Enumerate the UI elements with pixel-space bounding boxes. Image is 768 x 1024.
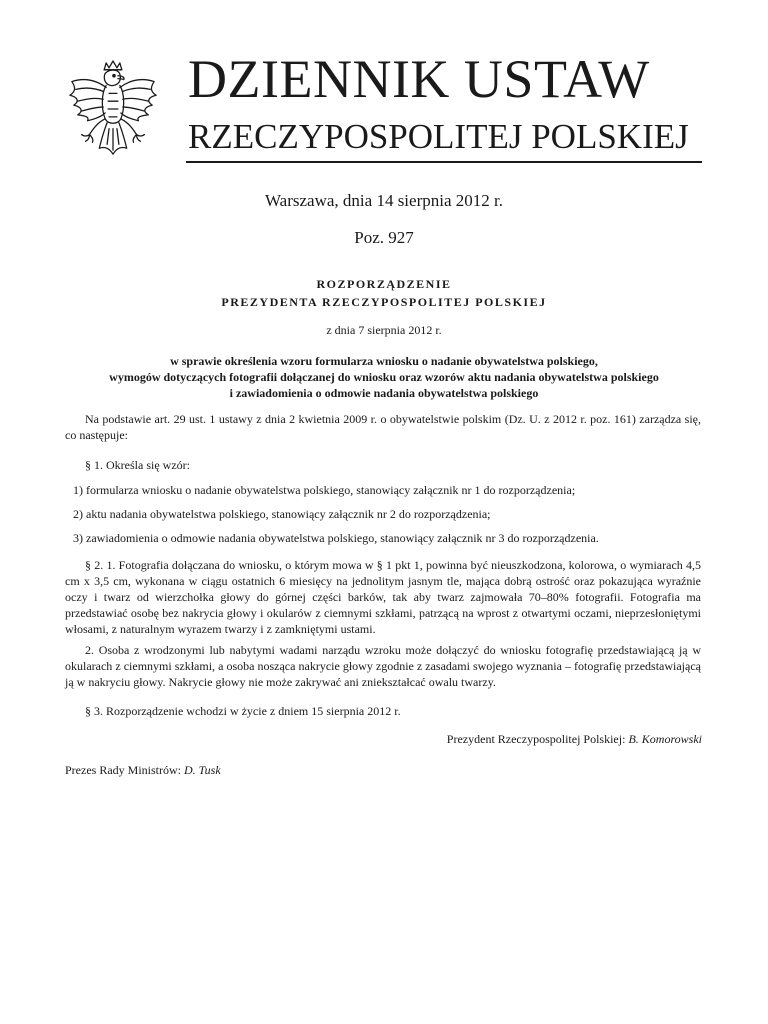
prime-minister-name: D. Tusk [184,763,221,777]
white-eagle-emblem-icon [64,58,162,162]
prime-minister-countersignature [65,762,221,778]
section-2-paragraph-1: § 2. 1. Fotografia dołączana do wniosku, o którym mowa w § 1 pkt 1, powinna być nieuszkodzona, kolorowa, o wymiarach 4,5 cm x 3,5 cm, wykonana w ciągu ostatnich 6 miesięcy na jednolitym jasnym tle, mająca dobrą ostrość oraz pokazująca wyraźnie oczy i twarz od wierzchołka głowy do górnej części barków, tak aby twarz zajmowała 70–80% fotografii. Fotografia ma przedstawiać osobę bez nakrycia głowy i okularów z ciemnymi szkłami, patrzącą na wprost z otwartymi oczami, nieprzesłoniętymi włosami, z naturalnym wyrazem twarzy i z zamkniętymi ustami. [65,558,701,636]
act-subject-line: w sprawie określenia wzoru formularza wniosku o nadanie obywatelstwa polskiego, [170,354,598,368]
act-subject [60,353,708,401]
act-type: ROZPORZĄDZENIE [316,277,452,291]
section-3-paragraph: § 3. Rozporządzenie wchodzi w życie z dniem 15 sierpnia 2012 r. [85,704,401,718]
issue-date: Warszawa, dnia 14 sierpnia 2012 r. [265,191,503,210]
position-number: Poz. 927 [354,228,414,247]
section-1-item: 1) formularza wniosku o nadanie obywatelstwa polskiego, stanowiący załącznik nr 1 do rozporządzenia; [73,483,576,497]
president-label: Prezydent Rzeczypospolitej Polskiej: [446,732,629,746]
president-name: B. Komorowski [628,732,702,746]
journal-title: DZIENNIK USTAW [188,49,650,109]
act-subject-line: i zawiadomienia o odmowie nadania obywatelstwa polskiego [229,386,539,400]
section-2-paragraph-2: 2. Osoba z wrodzonymi lub nabytymi wadami narządu wzroku może dołączyć do wniosku fotografię przedstawiającą ją w okularach z ciemnymi szkłami, a osoba nosząca nakrycie głowy zgodnie z zasadami swojego wyznania – fotografię przedstawiającą ją w nakryciu głowy. Nakrycie głowy nie może zakrywać ani zniekształcać owalu twarzy. [65,643,701,689]
prime-minister-label: Prezes Rady Ministrów: [65,763,184,777]
preamble-paragraph: Na podstawie art. 29 ust. 1 ustawy z dnia 2 kwietnia 2009 r. o obywatelstwie polskim (Dz. U. z 2012 r. poz. 161) zarządza się, co następuje: [65,412,701,442]
journal-subtitle: RZECZYPOSPOLITEJ POLSKIEJ [188,117,689,156]
masthead-divider [186,161,702,163]
act-date: z dnia 7 sierpnia 2012 r. [326,323,442,337]
act-subject-line: wymogów dotyczących fotografii dołączanej do wniosku oraz wzorów aktu nadania obywatelstwa polskiego [109,370,659,384]
section-1-intro: § 1. Określa się wzór: [85,458,190,472]
section-1-item: 2) aktu nadania obywatelstwa polskiego, stanowiący załącznik nr 2 do rozporządzenia; [73,507,491,521]
president-signature [447,731,702,747]
act-issuer: PREZYDENTA RZECZYPOSPOLITEJ POLSKIEJ [221,295,547,309]
section-1-item: 3) zawiadomienia o odmowie nadania obywatelstwa polskiego, stanowiący załącznik nr 3 do rozporządzenia. [73,531,599,545]
